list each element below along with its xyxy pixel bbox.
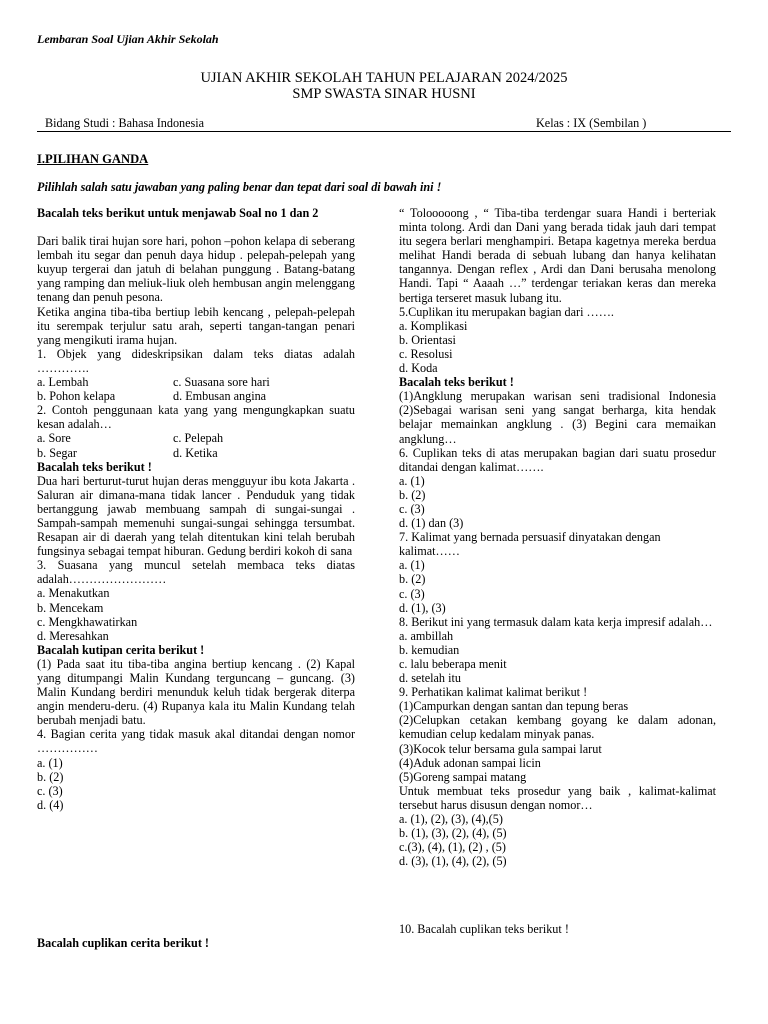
passage-text: Dua hari berturut-turut hujan deras mengguyur ibu kota Jakarta . Saluran air dimana-mana tidak lancer . Penduduk yang tidak bertanggung jawab membuang sampah di sungai-sungai . Sampah-sampah memenuhi sungai-sungai sehingga tersumbat. Resapan air di daerah yang telah ditentukan kini telah berubah fungsinya sebagai tempat hiburan. Gedung berdiri kokoh di sana (37, 473, 355, 559)
option: b. (2) (399, 487, 426, 502)
grade-field: Kelas : IX (Sembilan ) (536, 116, 647, 130)
passage-text: (1) Pada saat itu tiba-tiba angina bertiup kencang . (2) Kapal yang ditumpangi Malin Kundang terguncang – guncang. (3) Malin Kundang berdiri menunduk keluh tidak bergerak diterpa angin menderu-deru. (4) Rupanya kala itu Malin Kundang telah berubah menjadi batu. (37, 656, 355, 728)
option: d. Ketika (173, 445, 218, 460)
passage-text: Ketika angina tiba-tiba bertiup lebih kencang , pelepah-pelepah itu serempak terjulur satu arah, seperti tangan-tangan penari yang mengikuti irama hujan. (37, 304, 355, 347)
list-item: (5)Goreng sampai matang (399, 769, 527, 784)
option: c. (3) (399, 586, 425, 601)
option-row (37, 389, 355, 403)
school-name: SMP SWASTA SINAR HUSNI (292, 86, 476, 102)
option: b. (2) (399, 572, 426, 587)
option: d. (1), (3) (399, 600, 446, 615)
list-item: (1)Campurkan dengan santan dan tepung beras (399, 699, 629, 714)
question-9: 9. Perhatikan kalimat kalimat berikut ! (399, 685, 588, 700)
question-4: 4. Bagian cerita yang tidak masuk akal ditandai dengan nomor …………… (37, 727, 355, 756)
question-9-prompt: Untuk membuat teks prosedur yang baik , kalimat-kalimat tersebut harus disusun dengan nomor… (399, 783, 716, 812)
option: c. Suasana sore hari (173, 375, 270, 390)
option: c. Resolusi (399, 346, 453, 361)
option: b. (2) (37, 769, 64, 784)
option: a. (1) (37, 755, 63, 770)
option: d. Koda (399, 361, 438, 376)
option: d. Embusan angina (173, 389, 267, 404)
right-column (399, 206, 716, 868)
option: d. Meresahkan (37, 628, 109, 643)
option: c. (3) (399, 501, 425, 516)
passage-text: (1)Angklung merupakan warisan seni tradisional Indonesia (2)Sebagai warisan seni yang sangat berharga, kita hendak belajar memainkan angklung . (3) Begini cara memaikan angklung… (399, 389, 716, 446)
option: a. Lembah (37, 375, 89, 390)
passage-intro: Bacalah teks berikut untuk menjawab Soal no 1 dan 2 (37, 206, 319, 220)
option: a. (1), (2), (3), (4),(5) (399, 812, 503, 827)
list-item: (3)Kocok telur bersama gula sampai larut (399, 741, 602, 756)
question-3: 3. Suasana yang muncul setelah membaca teks diatas adalah…………………… (37, 558, 355, 587)
option: d. (1) dan (3) (399, 516, 464, 531)
section-instruction: Pilihlah salah satu jawaban yang paling benar dan tepat dari soal di bawah ini ! (37, 180, 442, 194)
option: c. Pelepah (173, 431, 224, 446)
list-item: (2)Celupkan cetakan kembang goyang ke dalam adonan, kemudian celup kedalam minyak panas. (399, 713, 716, 742)
option: c. lalu beberapa menit (399, 657, 507, 671)
question-2: 2. Contoh penggunaan kata yang yang mengungkapkan suatu kesan adalah… (37, 403, 355, 432)
option: a. ambillah (399, 628, 454, 643)
option: b. Mencekam (37, 600, 104, 615)
question-5: 5.Cuplikan itu merupakan bagian dari ……. (399, 304, 614, 319)
question-8: 8. Berikut ini yang termasuk dalam kata kerja impresif adalah… (399, 614, 713, 629)
question-7: 7. Kalimat yang bernada persuasif dinyatakan dengan kalimat…… (399, 530, 661, 559)
option: d. setelah itu (399, 671, 461, 686)
option: a. Komplikasi (399, 318, 468, 333)
subject-field: Bidang Studi : Bahasa Indonesia (45, 116, 205, 130)
exam-title: UJIAN AKHIR SEKOLAH TAHUN PELAJARAN 2024/2025 (200, 70, 568, 86)
left-column (37, 206, 355, 812)
option: c. (3) (37, 783, 63, 798)
option: a. Sore (37, 431, 71, 446)
passage-text: Dari balik tirai hujan sore hari, pohon –pohon kelapa di seberang lembah itu segar dan penuh daya hidup . pelepah-pelepah yang kuyup tergerai dan jatuh di belahan punggung . Batang-batang yang ramping dan meliuk-liuk oleh hembusan angin melenggang tenang dan penuh pesona. (37, 234, 355, 305)
header-divider (37, 131, 731, 132)
question-10: 10. Bacalah cuplikan teks berikut ! (399, 922, 569, 936)
option: b. Segar (37, 445, 77, 460)
passage-intro: Bacalah kutipan cerita berikut ! (37, 642, 205, 657)
list-item: (4)Aduk adonan sampai licin (399, 755, 541, 770)
passage-intro: Bacalah cuplikan cerita berikut ! (37, 936, 209, 950)
option: b. Pohon kelapa (37, 389, 116, 404)
option-row (37, 431, 355, 445)
option: b. (1), (3), (2), (4), (5) (399, 826, 507, 841)
option: a. (1) (399, 558, 425, 573)
question-1: 1. Objek yang dideskripsikan dalam teks diatas adalah …………. (37, 346, 355, 375)
option: b. kemudian (399, 642, 460, 657)
option: b. Orientasi (399, 332, 456, 347)
option: a. Menakutkan (37, 586, 110, 601)
question-6: 6. Cuplikan teks di atas merupakan bagian dari suatu prosedur ditandai dengan kalimat……. (399, 445, 716, 474)
option-row (37, 375, 355, 389)
option: d. (3), (1), (4), (2), (5) (399, 854, 507, 869)
passage-intro: Bacalah teks berikut ! (399, 375, 514, 390)
option: c.(3), (4), (1), (2) , (5) (399, 840, 506, 855)
option: d. (4) (37, 797, 64, 812)
section-title: I.PILIHAN GANDA (37, 152, 149, 166)
option-row (37, 446, 355, 460)
passage-intro: Bacalah teks berikut ! (37, 459, 152, 474)
document-label: Lembaran Soal Ujian Akhir Sekolah (37, 32, 219, 46)
option: a. (1) (399, 473, 425, 488)
passage-text: “ Tolooooong , “ Tiba-tiba terdengar suara Handi i berteriak minta tolong. Ardi dan Dani yang berada tidak jauh dari tempat itu segera berlari menghampiri. Betapa kagetnya mereka berdua melihat Handi berada di sebuah lubang dan hanya kelihatan tangannya. Dengan reflex , Ardi dan Dani berusaha menolong Handi. Tapi “ Aaaah …” terdengar teriakan keras dan mereka bertiga terseret masuk lubang itu. (399, 206, 716, 305)
option: c. Mengkhawatirkan (37, 614, 138, 629)
